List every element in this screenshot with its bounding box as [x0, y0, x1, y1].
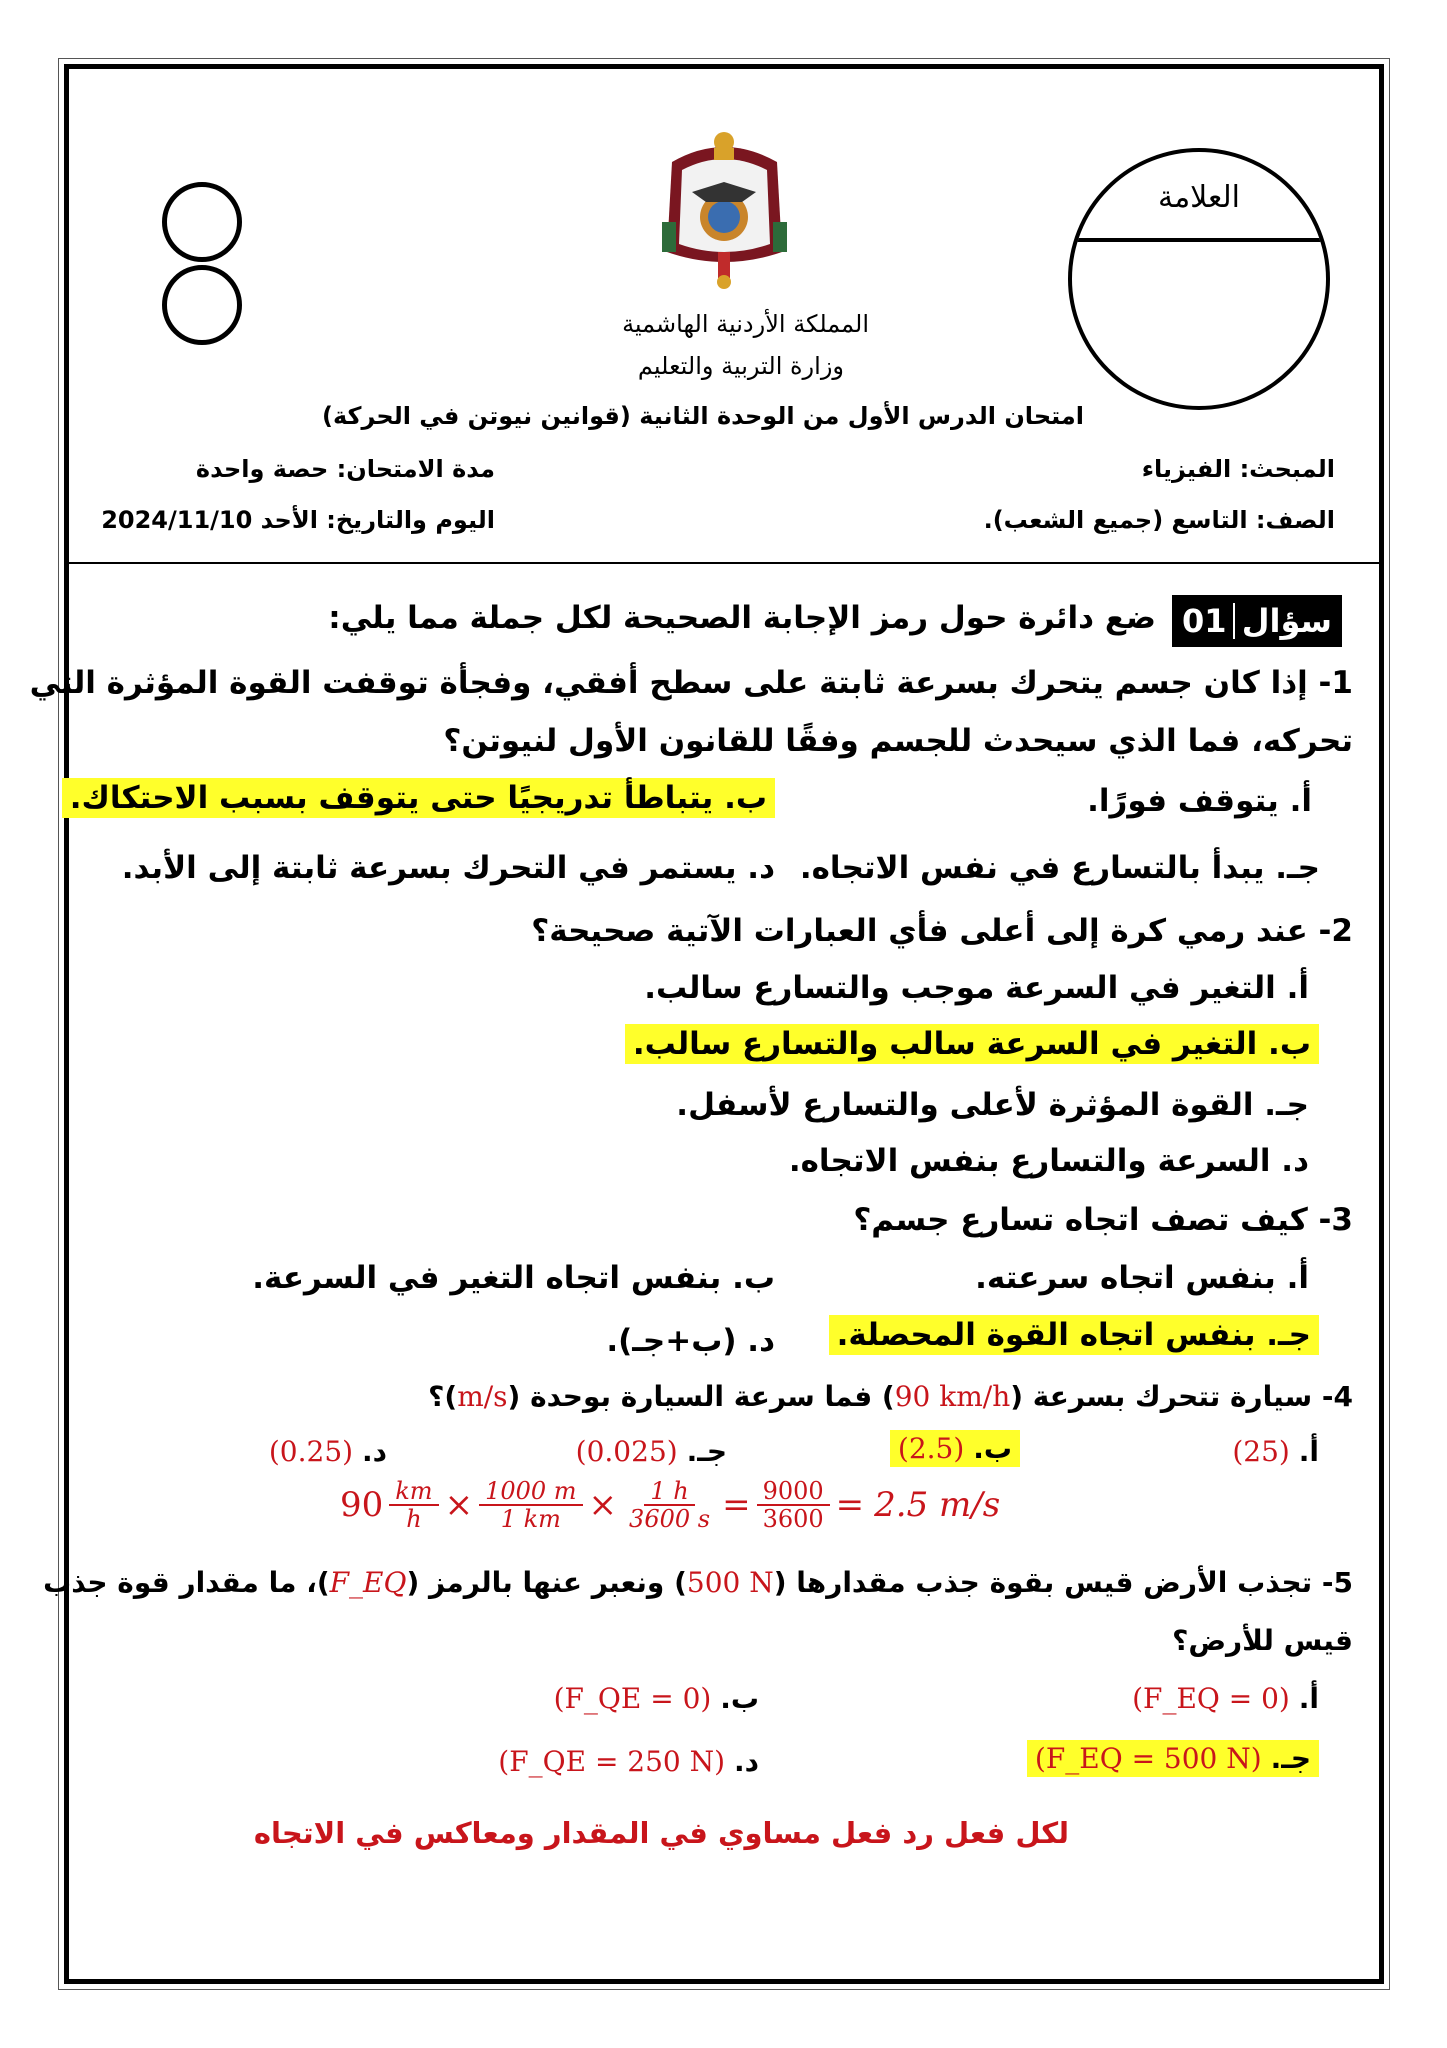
q5-stem-part1: 5- تجذب الأرض قيس بقوة جذب مقدارها (: [773, 1566, 1353, 1599]
q3-option-d: د. (ب+جـ).: [606, 1323, 775, 1359]
conv-frac-1: [389, 1478, 438, 1533]
q5-stem-line1: [43, 1566, 1353, 1599]
score-ring-bottom: [162, 265, 242, 345]
mark-circle: [1068, 148, 1330, 410]
q5-option-a-label: أ.: [1298, 1682, 1319, 1715]
q4-stem-part3: )؟: [428, 1380, 458, 1413]
q4-option-a: [1232, 1435, 1319, 1468]
q4-option-c: [576, 1435, 727, 1468]
q5-option-a: [1132, 1682, 1319, 1715]
teacher-note: لكل فعل رد فعل مساوي في المقدار ومعاكس في الاتجاه: [253, 1816, 1069, 1850]
q4-option-b-value: (2.5): [897, 1432, 965, 1465]
q5-option-b-label: ب.: [720, 1682, 759, 1715]
instruction: ضع دائرة حول رمز الإجابة الصحيحة لكل جملة مما يلي:: [328, 600, 1156, 636]
q4-stem-part1: 4- سيارة تتحرك بسرعة (: [1010, 1380, 1353, 1413]
conv-frac-4-num: 9000: [757, 1478, 830, 1506]
conv-result: 2.5 m/s: [874, 1485, 1001, 1526]
q1-option-b-correct: [62, 780, 775, 816]
q2-stem: 2- عند رمي كرة إلى أعلى فأي العبارات الآتية صحيحة؟: [531, 913, 1353, 949]
q4-option-d: [269, 1435, 387, 1468]
q5-symbol: F_EQ: [329, 1566, 407, 1599]
q2-option-b-correct: [625, 1026, 1319, 1062]
q5-option-d-label: د.: [733, 1745, 759, 1778]
q1-option-c: جـ. يبدأ بالتسارع في نفس الاتجاه.: [799, 850, 1320, 886]
q5-option-b-value: (F_QE = 0): [553, 1682, 712, 1715]
q5-option-c-value: (F_EQ = 500 N): [1034, 1742, 1262, 1775]
header-divider: [64, 562, 1384, 564]
q5-stem-part2: ) ونعبر عنها بالرمز (: [406, 1566, 687, 1599]
conv-start: 90: [340, 1485, 384, 1526]
q4-speed: 90 km/h: [894, 1380, 1011, 1413]
conv-times-1: ×: [444, 1485, 474, 1526]
badge-separator: [1233, 603, 1235, 639]
q5-option-c-correct: [1027, 1742, 1319, 1775]
jordan-coat-of-arms-icon: [652, 122, 797, 292]
q5-option-d: [498, 1745, 759, 1778]
q3-stem: 3- كيف تصف اتجاه تسارع جسم؟: [853, 1202, 1353, 1238]
q5-option-b: [554, 1682, 759, 1715]
q5-option-d-value: (F_QE = 250 N): [498, 1745, 726, 1778]
conv-frac-2-den: 1 km: [500, 1505, 561, 1534]
q5-force: 500 N: [686, 1566, 774, 1599]
conv-frac-1-den: h: [406, 1505, 422, 1534]
date-value: 2024/11/10: [101, 506, 253, 534]
q2-option-b: ب. التغير في السرعة سالب والتسارع سالب.: [625, 1024, 1319, 1064]
q1-stem-line1: 1- إذا كان جسم يتحرك بسرعة ثابتة على سطح أفقي، وفجأة توقفت القوة المؤثرة التي: [29, 665, 1353, 701]
q5-stem-line2: قيس للأرض؟: [1172, 1624, 1353, 1657]
q4-unit-conversion: [340, 1478, 1000, 1533]
conv-equals-2: =: [835, 1485, 865, 1526]
exam-date: [101, 506, 495, 534]
q1-option-a: أ. يتوقف فورًا.: [1087, 783, 1312, 819]
conv-frac-3-num: 1 h: [644, 1478, 694, 1506]
q1-option-d: د. يستمر في التحرك بسرعة ثابتة إلى الأبد.: [121, 850, 775, 886]
grade-level: الصف: التاسع (جميع الشعب).: [983, 506, 1335, 534]
q3-option-a: أ. بنفس اتجاه سرعته.: [975, 1260, 1309, 1296]
q5-option-c-label: جـ.: [1270, 1742, 1311, 1775]
q2-option-a: أ. التغير في السرعة موجب والتسارع سالب.: [644, 970, 1309, 1006]
q4-option-d-value: (0.25): [268, 1435, 354, 1468]
question-badge: [1172, 595, 1342, 647]
q4-option-a-label: أ.: [1298, 1435, 1319, 1468]
mark-circle-divider: [1072, 238, 1326, 242]
q4-option-d-label: د.: [361, 1435, 387, 1468]
ministry-name: وزارة التربية والتعليم: [637, 352, 844, 380]
q5-stem-part3: )، ما مقدار قوة جذب: [43, 1566, 330, 1599]
conv-frac-1-num: km: [389, 1478, 438, 1506]
conv-frac-2: [479, 1478, 582, 1533]
q4-stem: [428, 1380, 1353, 1413]
exam-duration: مدة الامتحان: حصة واحدة: [195, 455, 495, 483]
q4-option-c-value: (0.025): [575, 1435, 678, 1468]
q3-option-c-correct: [829, 1317, 1319, 1353]
conv-frac-4: [757, 1478, 830, 1533]
exam-title: امتحان الدرس الأول من الوحدة الثانية (قوانين نيوتن في الحركة): [322, 402, 1084, 430]
q5-option-a-value: (F_EQ = 0): [1132, 1682, 1290, 1715]
subject: المبحث: الفيزياء: [1141, 455, 1335, 483]
mark-label: العلامة: [1157, 180, 1240, 215]
q4-option-b-correct: [890, 1432, 1020, 1465]
q2-option-d: د. السرعة والتسارع بنفس الاتجاه.: [788, 1143, 1309, 1179]
kingdom-name: المملكة الأردنية الهاشمية: [622, 310, 869, 338]
q2-option-c: جـ. القوة المؤثرة لأعلى والتسارع لأسفل.: [676, 1087, 1309, 1123]
q4-option-a-value: (25): [1232, 1435, 1290, 1468]
q4-option-b-label: ب.: [973, 1432, 1012, 1465]
q3-option-c: جـ. بنفس اتجاه القوة المحصلة.: [829, 1315, 1319, 1355]
date-label: اليوم والتاريخ: الأحد: [260, 506, 495, 534]
q1-stem-line2: تحركه، فما الذي سيحدث للجسم وفقًا للقانون الأول لنيوتن؟: [443, 723, 1353, 759]
conv-frac-2-num: 1000 m: [479, 1478, 582, 1506]
question-number: 01: [1182, 602, 1227, 640]
question-word: سؤال: [1241, 602, 1332, 640]
conv-equals-1: =: [722, 1485, 751, 1526]
q4-option-c-label: جـ.: [686, 1435, 727, 1468]
q4-unit: m/s: [457, 1380, 508, 1413]
score-ring-top: [162, 182, 242, 262]
conv-frac-4-den: 3600: [762, 1505, 824, 1534]
q3-option-b: ب. بنفس اتجاه التغير في السرعة.: [252, 1260, 775, 1296]
q4-stem-part2: ) فما سرعة السيارة بوحدة (: [507, 1380, 895, 1413]
q1-option-b: ب. يتباطأ تدريجيًا حتى يتوقف بسبب الاحتكاك.: [62, 778, 775, 818]
conv-frac-3: [623, 1478, 716, 1533]
conv-frac-3-den: 3600 s: [629, 1505, 711, 1534]
conv-times-2: ×: [588, 1485, 618, 1526]
